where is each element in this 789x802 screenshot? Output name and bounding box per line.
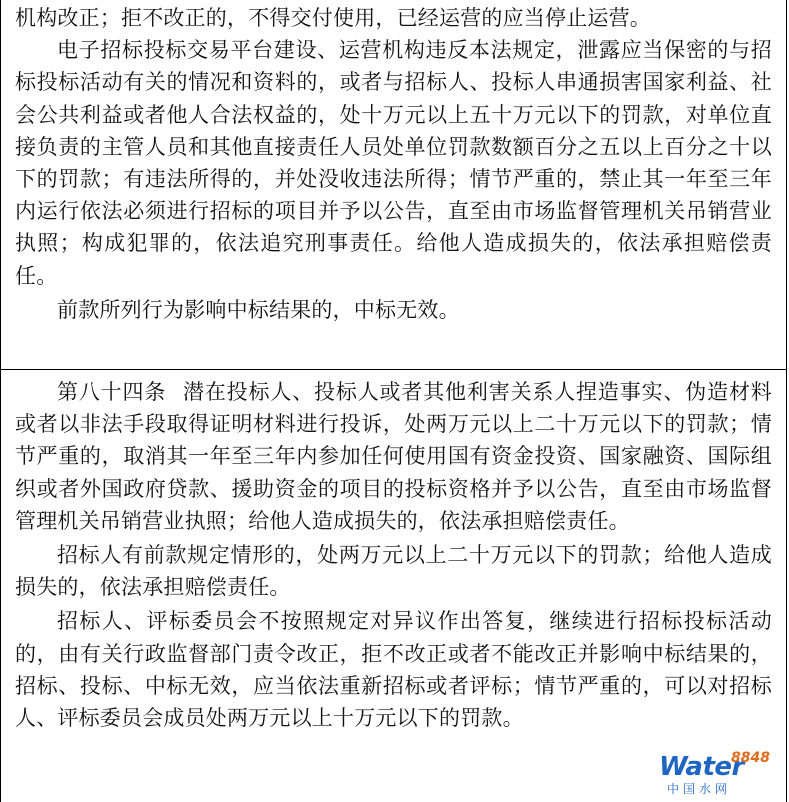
watermark-sub: 中国水网 <box>667 782 732 796</box>
paragraph-platform-violation: 电子招标投标交易平台建设、运营机构违反本法规定，泄露应当保密的与招标投标活动有关的情况和资料的，或者与招标人、投标人串通损害国家利益、社会公共利益或者他人合法权益的，处十万元以上五十万元以下的罚款，对单位直接负责的主管人员和其他直接责任人员处单位罚款数额百分之五以上百分之十以下的罚款；有违法所得的，并处没收违法所得；情节严重的，禁止其一年至三年内运行依法必须进行招标的项目并予以公告，直至由市场监督管理机关吊销营业执照；构成犯罪的，依法追究刑事责任。给他人造成损失的，依法承担赔偿责任。 <box>15 38 772 288</box>
paragraph-bid-invalid: 前款所列行为影响中标结果的，中标无效。 <box>57 297 460 322</box>
article-84-body: 潜在投标人、投标人或者其他利害关系人捏造事实、伪造材料或者以非法手段取得证明材料进行投诉，处两万元以上二十万元以下的罚款；情节严重的，取消其一年至三年内参加任何使用国有资金投资、国家融资、国际组织或者外国政府贷款、援助资金的项目的投标资格并予以公告，直至由市场监督管理机关吊销营业执照；给他人造成损失的，依法承担赔偿责任。 <box>15 380 773 533</box>
table-cell-bottom <box>0 370 787 802</box>
article-84 <box>15 376 772 537</box>
watermark-number: 8848 <box>731 750 770 766</box>
paragraph-continuation: 机构改正；拒不改正的，不得交付使用，已经运营的应当停止运营。 <box>15 6 651 30</box>
table-cell-top <box>0 0 787 370</box>
paragraph-tenderee-penalty: 招标人有前款规定情形的，处两万元以上二十万元以下的罚款；给他人造成损失的，依法承担赔偿责任。 <box>15 543 772 600</box>
article-number: 第八十四条 <box>57 380 167 404</box>
paragraph-objection-response: 招标人、评标委员会不按照规定对异议作出答复，继续进行招标投标活动的，由有关行政监督部门责令改正，拒不改正或者不能改正并影响中标结果的，招标、投标、中标无效，应当依法重新招标或者评标；情节严重的，可以对招标人、评标委员会成员处两万元以上十万元以下的罚款。 <box>15 609 772 731</box>
watermark-brand: Water <box>659 752 744 782</box>
